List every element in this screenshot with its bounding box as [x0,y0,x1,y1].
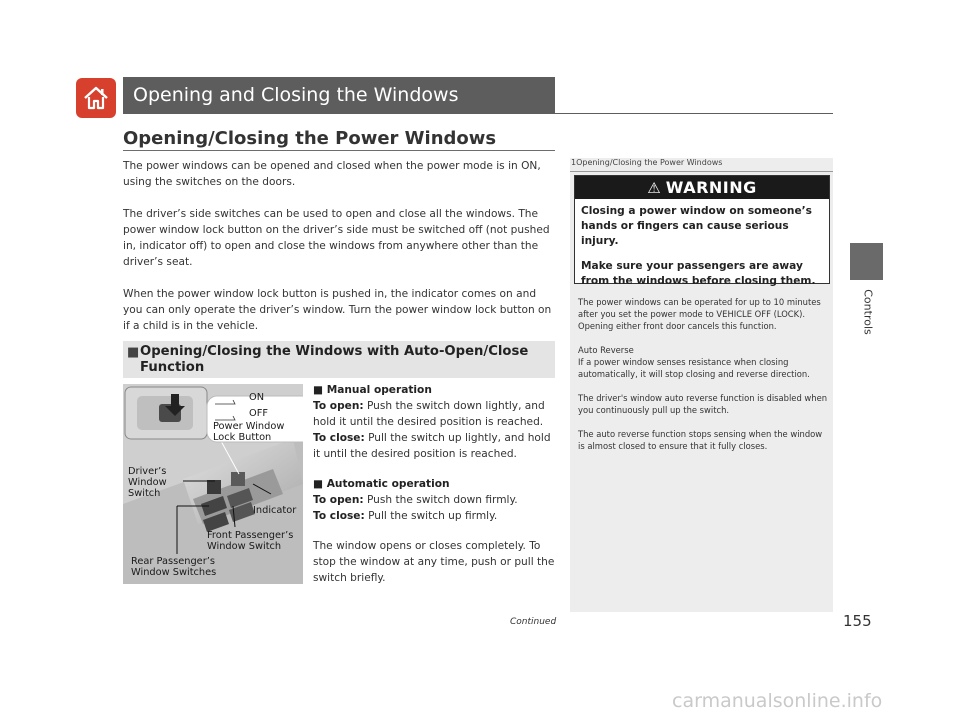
home-icon [82,85,110,111]
front-passenger-window-switch-label: Front Passenger’s Window Switch [207,530,294,552]
chapter-title: Opening and Closing the Windows [133,84,459,106]
stop-window-instruction: The window opens or closes completely. To stop the window at any time, push or pull the switch briefly. [313,540,555,584]
door-switch-illustration [123,384,303,584]
chapter-header-bar [123,77,555,114]
off-label: OFF [249,408,268,419]
intro-paragraph: The driver’s side switches can be used to open and close all the windows. The power window lock button on the driver’s side must be switched off (not pushed in, indicator off) to open and close the windows from anywhere other than the driver’s seat. [123,208,550,268]
warning-text: Closing a power window on someone’s hands or fingers can cause serious injury. Make sure your passengers are away from the windows before closing them. [581,205,816,287]
auto-close-instruction: To close: Pull the switch up firmly. [313,510,498,522]
rear-passenger-window-switches-label: Rear Passenger’s Window Switches [131,556,217,578]
warning-box [574,175,830,287]
intro-paragraph: When the power window lock button is pushed in, the indicator comes on and you can only operate the driver’s window. Turn the power window lock button on if a child is in the vehicle. [123,288,552,332]
manual-operation-heading: ■ Manual operation [313,384,432,396]
note-ref-marker: 1 [571,158,577,167]
note-panel [570,158,833,612]
note-heading-rule [570,171,833,172]
note-body [578,296,830,464]
automatic-operation-heading: ■ Automatic operation [313,478,450,490]
subsection-header [123,341,555,378]
power-window-lock-button-label: Power Window Lock Button [213,421,285,443]
manual-open-instruction: To open: Push the switch down lightly, and hold it until the desired position is reached. [313,400,545,428]
subsection-marker: ■ [127,345,140,360]
auto-open-instruction: To open: Push the switch down firmly. [313,494,518,506]
home-button[interactable] [76,78,116,118]
note-paragraph: The driver's window auto reverse function is disabled when you continuously pull up the switch. [578,393,828,415]
watermark-text: carmanualsonline.info [672,690,883,712]
note-paragraph: Auto Reverse If a power window senses resistance when closing automatically, it will stop closing and reverse direction. [578,344,830,380]
controls-side-tab[interactable] [850,243,883,280]
subsection-title: Opening/Closing the Windows with Auto-Open/Close Function [140,344,529,375]
section-title: Opening/Closing the Power Windows [123,128,497,149]
intro-text [123,158,555,350]
intro-paragraph: The power windows can be opened and closed when the power mode is in ON, using the switches on the doors. [123,160,541,188]
note-heading: 1Opening/Closing the Power Windows [571,158,723,167]
on-label: ON [249,392,265,403]
page-number: 155 [843,612,872,630]
continued-label: Continued [510,617,557,627]
auto-reverse-title: Auto Reverse [578,345,634,355]
side-tab-label: Controls [861,289,875,335]
manual-close-instruction: To close: Pull the switch up lightly, and hold it until the desired position is reached. [313,432,551,460]
warning-title: WARNING [665,178,757,197]
warning-icon: ⚠ [647,179,661,197]
indicator-label: Indicator [253,505,297,516]
note-paragraph: The auto reverse function stops sensing when the window is almost closed to ensure that it fully closes. [578,429,823,451]
driver-window-switch-label: Driver’s Window Switch [128,466,167,499]
warning-header [575,176,829,199]
chapter-rule [555,113,833,114]
note-paragraph: The power windows can be operated for up to 10 minutes after you set the power mode to VEHICLE OFF (LOCK). Opening either front door cancels this function. [578,297,821,331]
section-rule [123,150,555,151]
operation-instructions [313,382,556,586]
